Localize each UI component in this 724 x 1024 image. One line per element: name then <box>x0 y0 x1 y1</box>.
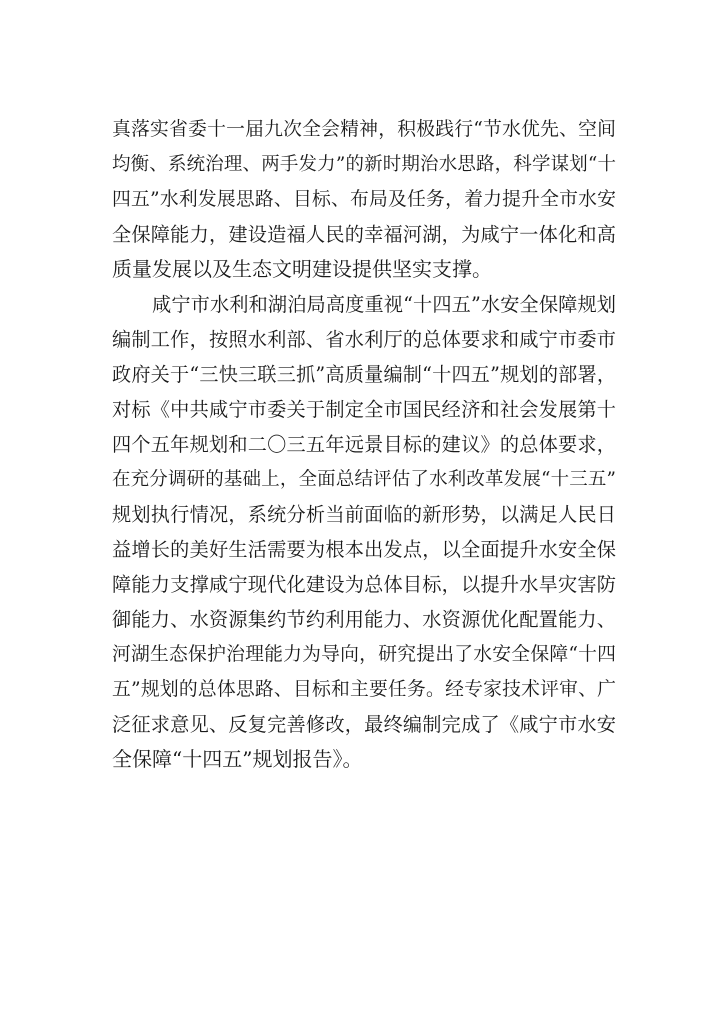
text-line: 河湖生态保护治理能力为导向，研究提出了水安全保障“十四 <box>112 644 616 665</box>
paragraph <box>112 112 616 287</box>
text-line: 四五”水利发展思路、目标、布局及任务，着力提升全市水安 <box>112 189 616 210</box>
text-line: 对标《中共咸宁市委关于制定全市国民经济和社会发展第十 <box>112 398 616 421</box>
text-line: 编制工作，按照水利部、省水利厅的总体要求和咸宁市委市 <box>112 328 616 351</box>
text-line: 五”规划的总体思路、目标和主要任务。经专家技术评审、广 <box>112 679 616 700</box>
text-line: 政府关于“三快三联三抓”高质量编制“十四五”规划的部署， <box>112 363 616 386</box>
text-line: 全保障能力，建设造福人民的幸福河湖，为咸宁一体化和高 <box>112 223 616 246</box>
text-line: 四个五年规划和二〇三五年远景目标的建议》的总体要求， <box>112 433 616 456</box>
text-line: 规划执行情况，系统分析当前面临的新形势，以满足人民日 <box>112 503 616 526</box>
text-line: 御能力、水资源集约节约利用能力、水资源优化配置能力、 <box>112 608 616 631</box>
text-line: 泛征求意见、反复完善修改，最终编制完成了《咸宁市水安 <box>112 713 616 736</box>
text-line: 全保障“十四五”规划报告》。 <box>112 747 363 771</box>
body-text <box>112 112 616 777</box>
text-line: 咸宁市水利和湖泊局高度重视“十四五”水安全保障规划 <box>152 293 616 316</box>
text-line: 质量发展以及生态文明建设提供坚实支撑。 <box>112 257 492 281</box>
text-line: 均衡、系统治理、两手发力”的新时期治水思路，科学谋划“十 <box>112 154 616 175</box>
text-line: 真落实省委十一届九次全会精神，积极践行“节水优先、空间 <box>112 119 616 140</box>
paragraph <box>112 287 616 777</box>
text-line: 障能力支撑咸宁现代化建设为总体目标，以提升水旱灾害防 <box>112 573 616 596</box>
text-line: 在充分调研的基础上，全面总结评估了水利改革发展“十三五” <box>112 469 616 490</box>
text-line: 益增长的美好生活需要为根本出发点，以全面提升水安全保 <box>112 538 616 561</box>
